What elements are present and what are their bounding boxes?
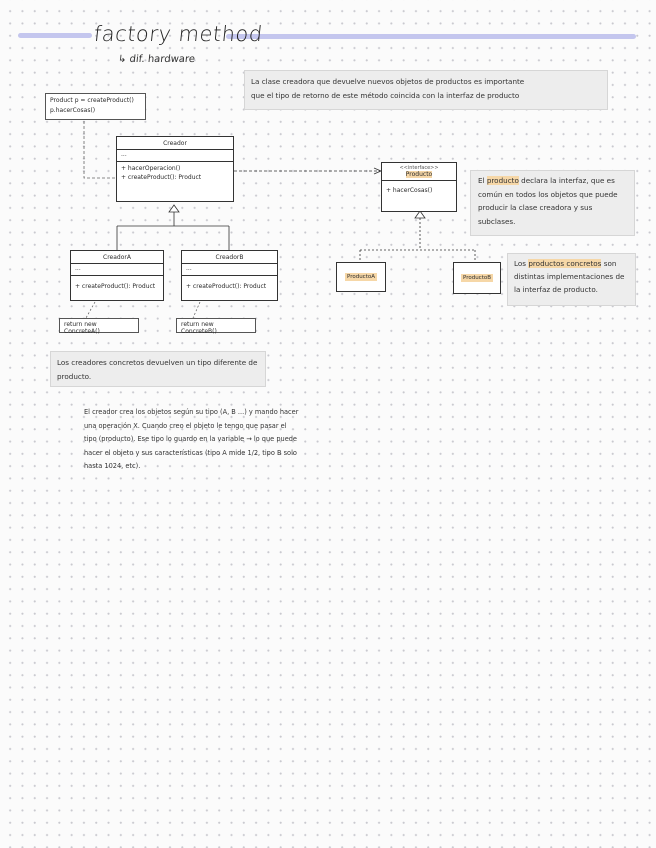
concrete-products-note: [507, 253, 636, 306]
creator-class-fields: ...: [117, 150, 233, 162]
product-note: [470, 170, 635, 236]
concrete-products-note-rest: son distintas implementaciones de la interfaz de producto.: [514, 259, 625, 294]
concrete-products-note-prefix: Los: [514, 259, 529, 268]
concrete-product-a-label: ProductoA: [346, 274, 375, 280]
top-note-line-2: que el tipo de retorno de este método coincida con la interfaz de producto: [251, 91, 520, 100]
concrete-product-b-label: ProductoB: [462, 275, 492, 281]
page-title: factory method: [92, 22, 264, 46]
concrete-creator-b-impl: return new ConcreteB(): [176, 318, 256, 333]
product-interface: [381, 162, 457, 212]
creator-method-create: + createProduct(): Product: [121, 174, 202, 181]
concrete-creator-b-name: CreadorB: [182, 251, 277, 264]
creators-note: Los creadores concretos devuelven un tipo diferente de producto.: [50, 351, 266, 387]
product-note-rest: declara la interfaz, que es común en todos los objetos que puede producir la clase creadora y sus subclases.: [478, 176, 618, 226]
concrete-products-note-keyword: productos concretos: [528, 259, 602, 268]
concrete-product-b: [453, 262, 501, 294]
product-note-prefix: El: [478, 176, 487, 185]
concrete-creator-b-method: + createProduct(): Product: [186, 283, 267, 290]
page-subtitle: ↳ dif. hardware: [117, 54, 196, 65]
concrete-product-a: [336, 262, 386, 292]
concrete-creator-b-class: [181, 250, 278, 301]
product-method: + hacerCosas(): [386, 187, 433, 194]
concrete-creator-a-method: + createProduct(): Product: [75, 283, 156, 290]
concrete-creator-a-name: CreadorA: [71, 251, 163, 264]
client-code-line-1: Product p = createProduct(): [50, 97, 134, 104]
top-note-line-1: La clase creadora que devuelve nuevos objetos de productos es importante: [251, 77, 525, 86]
product-stereotype: <<interface>>: [399, 165, 439, 171]
concrete-creator-b-fields: ...: [182, 264, 277, 276]
client-code-line-2: p.hacerCosas(): [50, 107, 96, 114]
creator-explanation-note: El creador crea los objetos según su tipo (A, B ...) y mando hacer una operación X. Cuando creo el objeto le tengo que pasar el tipo (producto). Ese tipo lo guardo en la variable → lo que puede hacer el objeto y sus características (tipo A mide 1/2, tipo B solo hasta 1024, etc).: [84, 408, 299, 471]
concrete-creator-a-fields: ...: [71, 264, 163, 276]
creator-class-name: Creador: [117, 137, 233, 150]
creator-class: [116, 136, 234, 202]
concrete-creator-a-impl: return new ConcreteA(): [59, 318, 139, 333]
product-name: Producto: [405, 171, 433, 178]
product-note-keyword: producto: [486, 176, 519, 185]
concrete-creator-a-class: [70, 250, 164, 301]
creator-method-operation: + hacerOperacion(): [121, 165, 181, 172]
